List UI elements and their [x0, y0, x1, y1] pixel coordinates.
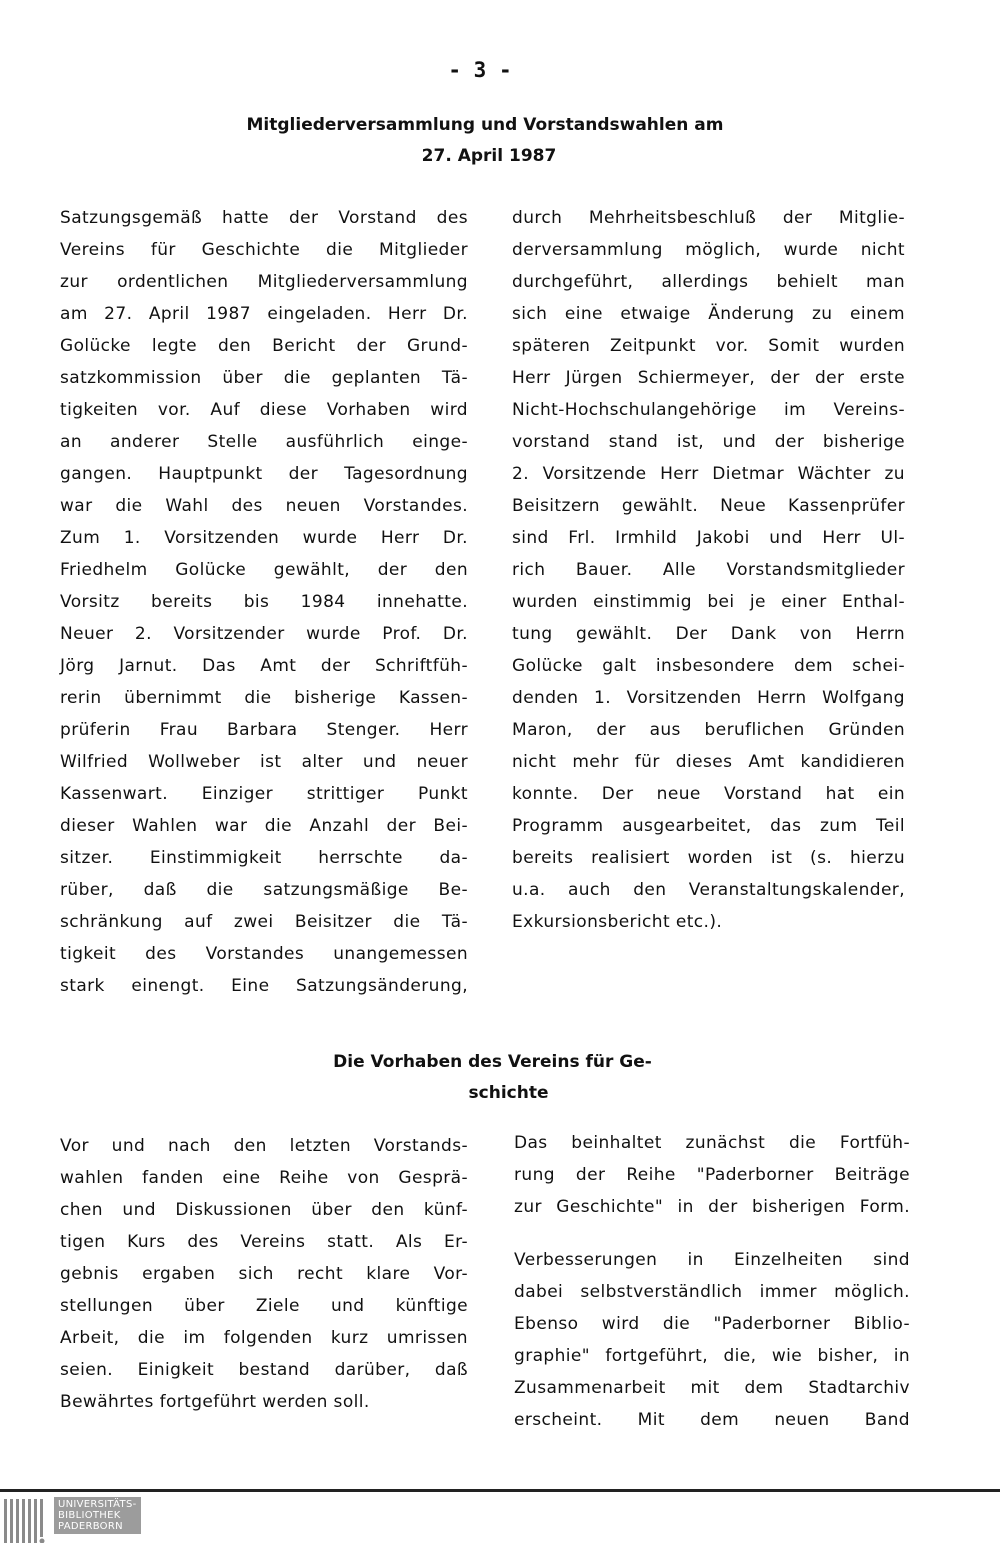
- section2-right-column: [514, 1127, 910, 1436]
- text-line: dabei selbstverständlich immer möglich.: [514, 1282, 910, 1302]
- text-line: Beisitzern gewählt. Neue Kassenprüfer: [512, 496, 905, 516]
- text-line: durch Mehrheitsbeschluß der Mitglie-: [512, 208, 905, 228]
- text-line: Programm ausgearbeitet, das zum Teil: [512, 816, 905, 836]
- text-line: tigkeiten vor. Auf diese Vorhaben wird: [60, 400, 468, 420]
- text-line: gebnis ergaben sich recht klare Vor-: [60, 1264, 468, 1284]
- text-line: dieser Wahlen war die Anzahl der Bei-: [60, 816, 468, 836]
- text-line: prüferin Frau Barbara Stenger. Herr: [60, 720, 468, 740]
- section1-right-column: [512, 202, 905, 938]
- text-line: rerin übernimmt die bisherige Kassen-: [60, 688, 468, 708]
- text-line: graphie" fortgeführt, die, wie bisher, in: [514, 1346, 910, 1366]
- paragraph-gap: [514, 1223, 910, 1244]
- text-line: denden 1. Vorsitzenden Herrn Wolfgang: [512, 688, 905, 708]
- logo-line: UNIVERSITÄTS-: [58, 1499, 137, 1510]
- section2-left-column: [60, 1130, 468, 1418]
- text-line: konnte. Der neue Vorstand hat ein: [512, 784, 905, 804]
- text-line: Golücke galt insbesondere dem schei-: [512, 656, 905, 676]
- text-line: Arbeit, die im folgenden kurz umrissen: [60, 1328, 468, 1348]
- section1-left-column: [60, 202, 468, 1002]
- logo-line: PADERBORN: [58, 1521, 123, 1532]
- heading-line: Mitgliederversammlung und Vorstandswahlen am: [246, 115, 724, 135]
- library-logo: [4, 1497, 154, 1545]
- text-line: satzkommission über die geplanten Tä-: [60, 368, 468, 388]
- text-line: Wilfried Wollweber ist alter und neuer: [60, 752, 468, 772]
- heading-line: schichte: [468, 1083, 549, 1103]
- heading-line: 27. April 1987: [421, 146, 557, 166]
- text-line: Herr Jürgen Schiermeyer, der der erste: [512, 368, 905, 388]
- text-line: stellungen über Ziele und künftige: [60, 1296, 468, 1316]
- text-line: Zum 1. Vorsitzenden wurde Herr Dr.: [60, 528, 468, 548]
- section-heading-mitgliederversammlung: [0, 110, 970, 172]
- text-line: gangen. Hauptpunkt der Tagesordnung: [60, 464, 468, 484]
- text-line: Satzungsgemäß hatte der Vorstand des: [60, 208, 468, 228]
- text-line: vorstand stand ist, und der bisherige: [512, 432, 905, 452]
- text-line: am 27. April 1987 eingeladen. Herr Dr.: [60, 304, 468, 324]
- text-line: Nicht-Hochschulangehörige im Vereins-: [512, 400, 905, 420]
- text-line: rung der Reihe "Paderborner Beiträge: [514, 1165, 910, 1185]
- text-line: nicht mehr für dieses Amt kandidieren: [512, 752, 905, 772]
- text-line: wurden einstimmig bei je einer Enthal-: [512, 592, 905, 612]
- text-line: sind Frl. Irmhild Jakobi und Herr Ul-: [512, 528, 905, 548]
- text-line: u.a. auch den Veranstaltungskalender,: [512, 880, 905, 900]
- text-line: Exkursionsbericht etc.).: [512, 912, 723, 932]
- text-line: Kassenwart. Einziger strittiger Punkt: [60, 784, 468, 804]
- text-line: Friedhelm Golücke gewählt, der den: [60, 560, 468, 580]
- text-line: Zusammenarbeit mit dem Stadtarchiv: [514, 1378, 910, 1398]
- text-line: Vereins für Geschichte die Mitglieder: [60, 240, 468, 260]
- text-line: stark einengt. Eine Satzungsänderung,: [60, 976, 468, 996]
- text-line: tung gewählt. Der Dank von Herrn: [512, 624, 905, 644]
- text-line: tigen Kurs des Vereins statt. Als Er-: [60, 1232, 468, 1252]
- library-logo-text: [54, 1497, 141, 1534]
- text-line: durchgeführt, allerdings behielt man: [512, 272, 905, 292]
- text-line: rich Bauer. Alle Vorstandsmitglieder: [512, 560, 905, 580]
- text-line: Das beinhaltet zunächst die Fortfüh-: [514, 1133, 910, 1153]
- text-line: erscheint. Mit dem neuen Band: [514, 1410, 910, 1430]
- text-line: war die Wahl des neuen Vorstandes.: [60, 496, 468, 516]
- text-line: seien. Einigkeit bestand darüber, daß: [60, 1360, 468, 1380]
- text-line: Neuer 2. Vorsitzender wurde Prof. Dr.: [60, 624, 468, 644]
- text-line: chen und Diskussionen über den künf-: [60, 1200, 468, 1220]
- page-number: - 3 -: [448, 58, 512, 82]
- footer-divider: [0, 1489, 1000, 1492]
- text-line: Ebenso wird die "Paderborner Biblio-: [514, 1314, 910, 1334]
- section-heading-vorhaben: [0, 1047, 985, 1109]
- text-line: sitzer. Einstimmigkeit herrschte da-: [60, 848, 468, 868]
- text-line: Verbesserungen in Einzelheiten sind: [514, 1250, 910, 1270]
- text-line: Jörg Jarnut. Das Amt der Schriftfüh-: [60, 656, 468, 676]
- text-line: wahlen fanden eine Reihe von Gesprä-: [60, 1168, 468, 1188]
- text-line: zur Geschichte" in der bisherigen Form.: [514, 1197, 910, 1217]
- text-line: tigkeit des Vorstandes unangemessen: [60, 944, 468, 964]
- text-line: schränkung auf zwei Beisitzer die Tä-: [60, 912, 468, 932]
- text-line: an anderer Stelle ausführlich einge-: [60, 432, 468, 452]
- text-line: späteren Zeitpunkt vor. Somit wurden: [512, 336, 905, 356]
- text-line: Golücke legte den Bericht der Grund-: [60, 336, 468, 356]
- heading-line: Die Vorhaben des Vereins für Ge-: [333, 1052, 652, 1072]
- text-line: Vor und nach den letzten Vorstands-: [60, 1136, 468, 1156]
- text-line: 2. Vorsitzende Herr Dietmar Wächter zu: [512, 464, 905, 484]
- text-line: sich eine etwaige Änderung zu einem: [512, 304, 905, 324]
- library-barcode-icon: [4, 1499, 48, 1543]
- logo-line: BIBLIOTHEK: [58, 1510, 121, 1521]
- text-line: rüber, daß die satzungsmäßige Be-: [60, 880, 468, 900]
- text-line: zur ordentlichen Mitgliederversammlung: [60, 272, 468, 292]
- text-line: Bewährtes fortgeführt werden soll.: [60, 1392, 370, 1412]
- text-line: Maron, der aus beruflichen Gründen: [512, 720, 905, 740]
- text-line: bereits realisiert worden ist (s. hierzu: [512, 848, 905, 868]
- text-line: derversammlung möglich, wurde nicht: [512, 240, 905, 260]
- text-line: Vorsitz bereits bis 1984 innehatte.: [60, 592, 468, 612]
